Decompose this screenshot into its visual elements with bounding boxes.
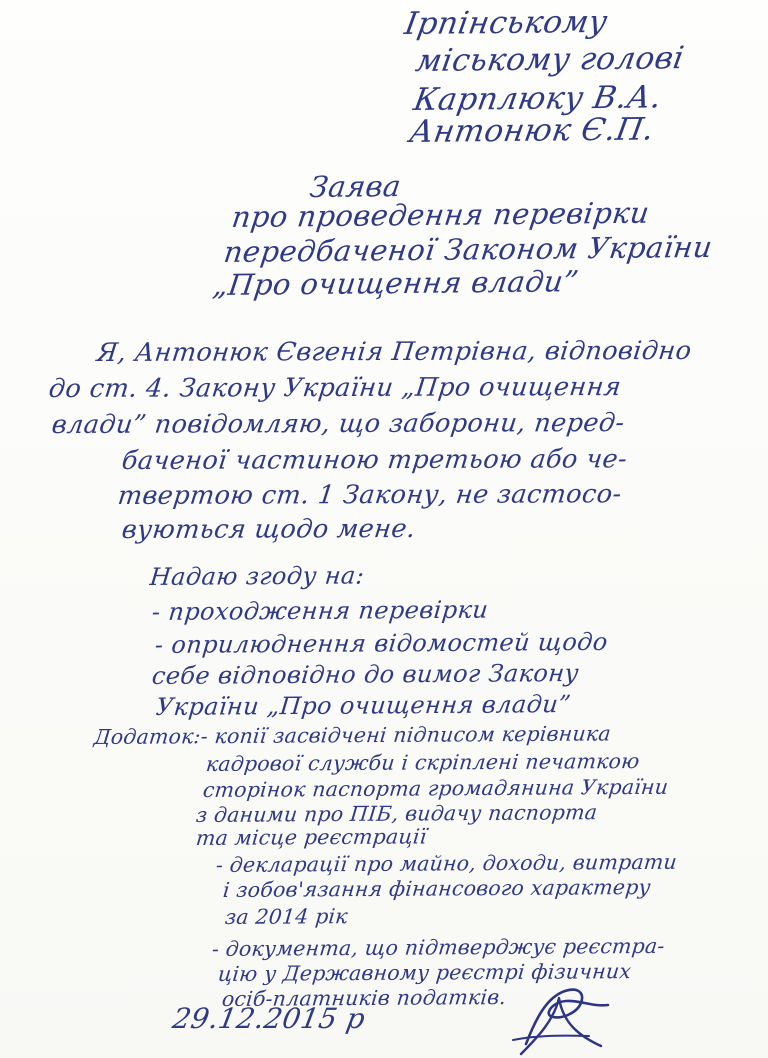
consent-item-2-line-2: себе відповідно до вимог Закону xyxy=(150,659,581,690)
recipient-line-4: Антонюк Є.П. xyxy=(407,111,657,150)
statement-line-5: твертою ст. 1 Закону, не застосо- xyxy=(116,479,624,511)
consent-item-2-line-3: України „Про очищення влади” xyxy=(154,690,573,721)
statement-line-2: до ст. 4. Закону України „Про очищення xyxy=(47,372,623,404)
statement-line-4: баченої частиною третьою або че- xyxy=(120,444,629,476)
recipient-line-3: Карплюку В.А. xyxy=(411,79,665,118)
annex-line-10: цію у Державному реєстрі фізичних xyxy=(216,959,633,986)
annex-line-4: з даними про ПІБ, видачу паспорта xyxy=(194,800,599,827)
application-heading-line-1: про проведення перевірки xyxy=(229,195,652,234)
application-heading-line-2: передбаченої Законом України xyxy=(221,229,715,269)
application-title: Заява xyxy=(307,169,404,204)
statement-line-3: влади” повідомляю, що заборони, перед- xyxy=(50,408,627,440)
annex-line-2: кадрової служби і скріплені печаткою xyxy=(204,748,641,776)
statement-line-1: Я, Антонюк Євгенія Петрівна, відповідно xyxy=(95,335,694,368)
application-heading-line-3: „Про очищення влади” xyxy=(210,264,581,302)
annex-line-6: - декларації про майно, доходи, витрати xyxy=(214,849,679,877)
annex-line-3: сторінок паспорта громадянина України xyxy=(201,774,670,802)
consent-title: Надаю згоду на: xyxy=(148,561,366,591)
annex-line-7: і зобов'язання фінансового характеру xyxy=(221,875,652,902)
annex-line-11: осіб-платників податків. xyxy=(220,985,508,1011)
annex-line-5: та місце реєстрації xyxy=(194,824,428,850)
recipient-line-2: міському голові xyxy=(413,40,687,79)
annex-line-1: Додаток:- копії засвідчені підписом керівника xyxy=(92,721,613,749)
consent-item-2-line-1: - оприлюднення відомостей щодо xyxy=(153,627,610,659)
recipient-line-1: Ірпінському xyxy=(402,3,611,42)
annex-line-8: за 2014 рік xyxy=(223,904,349,929)
handwritten-signature xyxy=(505,982,623,1058)
annex-line-9: - документа, що підтверджує реєстра- xyxy=(210,933,666,961)
document-date: 29.12.2015 р xyxy=(170,1002,368,1035)
consent-item-1: - проходження перевірки xyxy=(150,595,490,626)
statement-line-6: вуються щодо мене. xyxy=(120,513,418,545)
